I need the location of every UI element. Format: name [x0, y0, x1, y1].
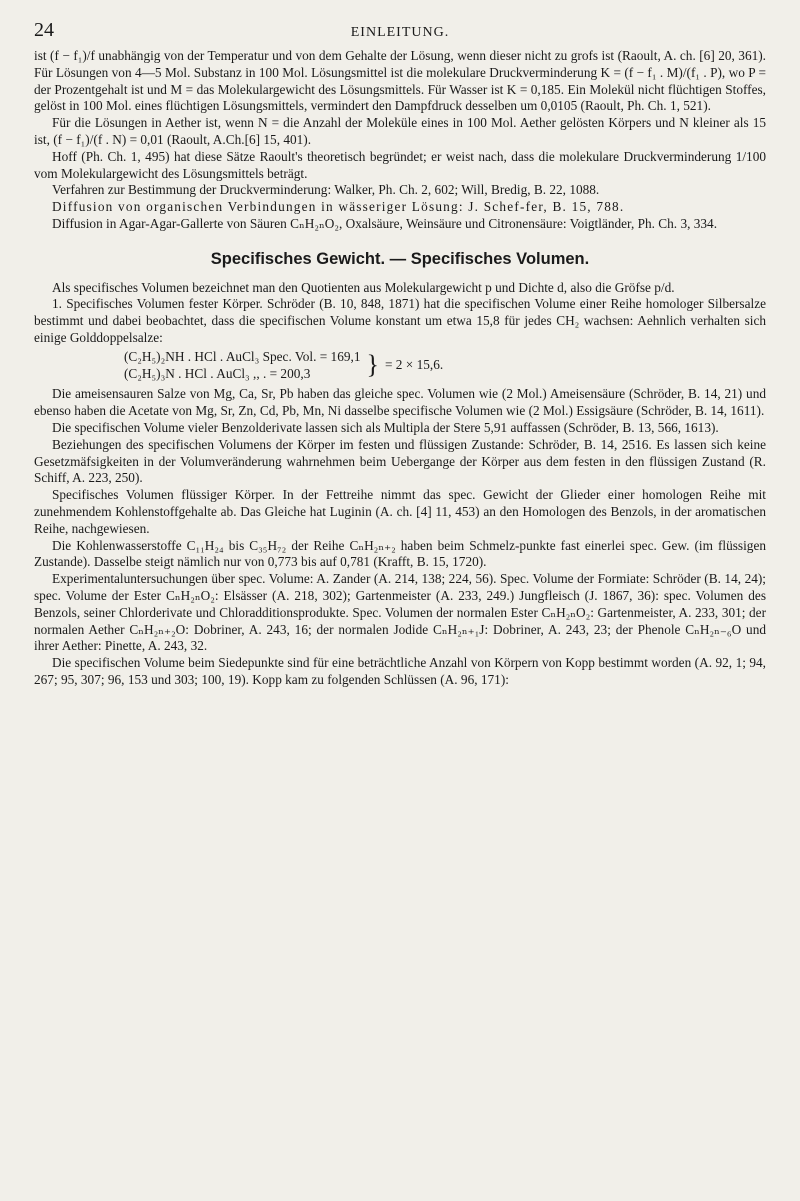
- section-title: Specifisches Gewicht. — Specifisches Volumen.: [210, 249, 590, 268]
- paragraph-hydrocarbons: Die Kohlenwasserstoffe C₁₁H₂₄ bis C₃₅H₇₂ der Reihe CₙH₂ₙ₊₂ haben beim Schmelz-punkte fast einerlei spec. Gew. (im flüssigen Zustande). Dasselbe steigt nämlich nur von 0,773 bis auf 0,781 (Krafft, B. 15, 1720).: [34, 537, 766, 570]
- paragraph-solid-liquid-relations: Beziehungen des specifischen Volumens der Körper im festen und flüssigen Zustande: Schröder, B. 14, 2516. Es lassen sich keine Gesetzmäfsigkeiten in der Volumveränderung wahrnehmen beim Uebergange der Körper aus dem festen in den flüssigen Zustand (R. Schiff, A. 223, 250).: [34, 436, 766, 486]
- formula-line-2: (C₂H₅)₃N . HCl . AuCl₃ ,, . = 200,3: [124, 365, 311, 381]
- paragraph-pressure-method: Verfahren zur Bestimmung der Druckverminderung: Walker, Ph. Ch. 2, 602; Will, Bredig, B. 22, 1088.: [52, 182, 600, 198]
- paragraph-hoff: Hoff (Ph. Ch. 1, 495) hat diese Sätze Raoult's theoretisch begründet; er weist nach, dass die molekulare Druckverminderung 1/100 vom Molekulargewicht des Lösungsmittels beträgt.: [34, 148, 766, 181]
- paragraph-experimental-studies: Experimentaluntersuchungen über spec. Volume: A. Zander (A. 214, 138; 224, 56). Spec. Volume der Formiate: Schröder (B. 14, 24); spec. Volume der Ester CₙH₂ₙO₂: Elsässer (A. 218, 302); Gartenmeister (A. 233, 249.) Jungfleisch (J. 1867, 36): spec. Volumen des Benzols, seiner Chlorderivate und Chloradditionsprodukte. Spec. Volumen der normalen Ester CₙH₂ₙO₂: Gartenmeister, A. 233, 301; der normalen Aether CₙH₂ₙ₊₂O: Dobriner, A. 243, 16; der normalen Jodide CₙH₂ₙ₊₁J: Dobriner, A. 243, 23; der Phenole CₙH₂ₙ₋₆O und ihrer Aether: Pinette, A. 243, 32.: [34, 571, 766, 654]
- paragraph-formate-salts: Die ameisensauren Salze von Mg, Ca, Sr, Pb haben das gleiche spec. Volumen wie (2 Mol.) Ameisensäure (Schröder, B. 14, 21) und ebenso haben die Acetate von Mg, Sr, Zn, Cd, Pb, Mn, Ni dasselbe specifische Volumen wie (2 Mol.) Essigsäure (Schröder, B. 14, 1611).: [34, 386, 766, 419]
- paragraph-diffusion-organic: Diffusion von organischen Verbindungen in wässeriger Lösung: J. Schef-fer, B. 15, 788.: [52, 199, 625, 215]
- paragraph-kopp: Die specifischen Volume beim Siedepunkte sind für eine beträchtliche Anzahl von Körpern von Kopp bestimmt worden (A. 92, 1; 94, 267; 95, 307; 96, 153 und 303; 100, 19). Kopp kam zu folgenden Schlüssen (A. 96, 171):: [34, 655, 766, 687]
- running-header: [34, 19, 766, 48]
- paragraph-benzene-derivatives: Die specifischen Volume vieler Benzolderivate lassen sich als Multipla der Stere 5,91 auffassen (Schröder, B. 13, 566, 1613).: [52, 419, 719, 435]
- page-number: 24: [34, 19, 54, 41]
- paragraph-specific-volume-definition: Als specifisches Volumen bezeichnet man den Quotienten aus Molekulargewicht p und Dichte d, also die Gröfse p/d.: [52, 279, 675, 295]
- paragraph-raoult-intro: ist (f − f₁)/f unabhängig von der Temperatur und von dem Gehalte der Lösung, wenn dieser nicht zu grofs ist (Raoult, A. ch. [6] 20, 361). Für Lösungen von 4—5 Mol. Substanz in 100 Mol. Lösungsmittel ist die molekulare Druckverminderung K = (f − f₁ . M)/(f₁ . P), wo P = der Prozentgehalt ist und M = das Molekulargewicht des Lösungsmittels. Für Wasser ist K = 0,185. Ein Molekül nicht flüchtigen Stoffes, gelöst in 100 Mol. eines flüchtigen Lösungsmittels, vermindert den Dampfdruck desselben um 0,0105 (Raoult, Ph. Ch. 1, 521).: [34, 48, 766, 114]
- paragraph-liquid-bodies: Specifisches Volumen flüssiger Körper. In der Fettreihe nimmt das spec. Gewicht der Glieder einer homologen Reihe mit zunehmendem Kohlenstoffgehalte ab. Das Gleiche hat Luginin (A. ch. [4] 11, 453) an den Homologen des Benzols, in der aromatischen Reihe, nachgewiesen.: [34, 487, 766, 536]
- paragraph-solid-bodies: 1. Specifisches Volumen fester Körper. Schröder (B. 10, 848, 1871) hat die specifischen Volume einer Reihe homologer Silbersalze bestimmt und dabei beobachtet, dass die specifischen Volume konstant um etwa 15,8 für jedes CH₂ wachsen: Aehnlich verhalten sich einige Golddoppelsalze:: [34, 296, 766, 345]
- formula-line-1: (C₂H₅)₂NH . HCl . AuCl₃ Spec. Vol. = 169,1: [124, 348, 361, 364]
- paragraph-diffusion-agar: Diffusion in Agar-Agar-Gallerte von Säuren CₙH₂ₙO₂, Oxalsäure, Weinsäure und Citronensäure: Voigtländer, Ph. Ch. 3, 334.: [52, 215, 718, 231]
- paragraph-aether-solutions: Für die Lösungen in Aether ist, wenn N = die Anzahl der Moleküle eines in 100 Mol. Aether gelösten Körpers und N kleiner als 15 ist, (f − f₁)/(f . N) = 0,01 (Raoult, A.Ch.[6] 15, 401).: [34, 115, 766, 147]
- formula-result: = 2 × 15,6.: [384, 357, 444, 373]
- running-title: EINLEITUNG.: [350, 25, 450, 40]
- gold-salt-formula: [124, 349, 766, 383]
- formula-brace: }: [366, 350, 379, 380]
